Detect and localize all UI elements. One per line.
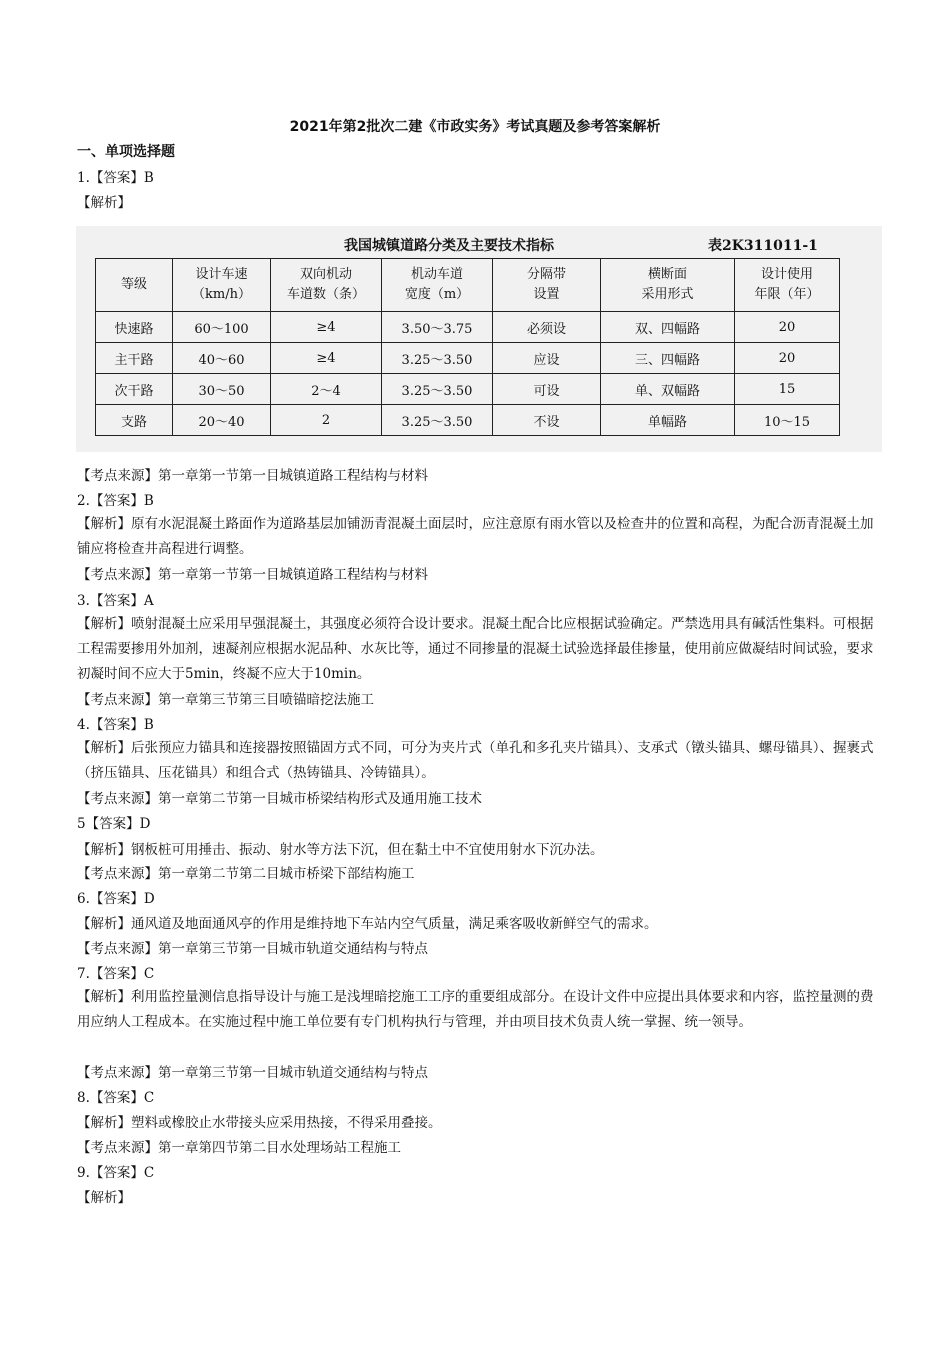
source-7: 【考点来源】第一章第三节第一目城市轨道交通结构与特点 <box>77 1065 428 1081</box>
table-caption <box>76 235 882 255</box>
table-cell: 快速路 <box>96 312 173 343</box>
source-3: 【考点来源】第一章第三节第三目喷锚暗挖法施工 <box>77 692 374 708</box>
header-cross-section: 横断面 采用形式 <box>601 259 735 312</box>
table-cell: 2 <box>271 405 382 436</box>
table-cell: 3.25～3.50 <box>382 343 493 374</box>
answer-3: 3.【答案】A <box>77 593 154 609</box>
table-cell: 3.50～3.75 <box>382 312 493 343</box>
answer-2: 2.【答案】B <box>77 493 154 509</box>
analysis-8: 【解析】塑料或橡胶止水带接头应采用热接，不得采用叠接。 <box>77 1115 442 1131</box>
table-cell: 40～60 <box>173 343 271 374</box>
source-6: 【考点来源】第一章第三节第一目城市轨道交通结构与特点 <box>77 941 428 957</box>
table-cell: 20 <box>735 312 840 343</box>
table-cell: 20～40 <box>173 405 271 436</box>
table-cell: 不设 <box>493 405 601 436</box>
table-cell: 必须设 <box>493 312 601 343</box>
answer-6: 6.【答案】D <box>77 891 155 907</box>
source-5: 【考点来源】第一章第二节第二目城市桥梁下部结构施工 <box>77 866 415 882</box>
table-row <box>96 374 840 405</box>
table-cell: 主干路 <box>96 343 173 374</box>
table-row <box>96 312 840 343</box>
table-cell: ≥4 <box>271 312 382 343</box>
header-design-speed: 设计车速 （km/h） <box>173 259 271 312</box>
table-caption-title: 我国城镇道路分类及主要技术指标 <box>344 238 554 254</box>
table-cell: 次干路 <box>96 374 173 405</box>
road-classification-table <box>95 258 840 436</box>
header-lanes: 双向机动 车道数（条） <box>271 259 382 312</box>
header-service-life: 设计使用 年限（年） <box>735 259 840 312</box>
source-2: 【考点来源】第一章第一节第一目城镇道路工程结构与材料 <box>77 567 428 583</box>
road-classification-table-figure <box>76 226 882 452</box>
answer-4: 4.【答案】B <box>77 717 154 733</box>
table-cell: ≥4 <box>271 343 382 374</box>
table-cell: 2～4 <box>271 374 382 405</box>
table-cell: 3.25～3.50 <box>382 374 493 405</box>
analysis-9: 【解析】 <box>77 1190 131 1206</box>
analysis-6: 【解析】通风道及地面通风亭的作用是维持地下车站内空气质量，满足乘客吸收新鲜空气的需求。 <box>77 916 658 932</box>
analysis-5: 【解析】钢板桩可用捶击、振动、射水等方法下沉，但在黏土中不宜使用射水下沉办法。 <box>77 842 604 858</box>
table-cell: 支路 <box>96 405 173 436</box>
source-4: 【考点来源】第一章第二节第一目城市桥梁结构形式及通用施工技术 <box>77 791 482 807</box>
table-cell: 3.25～3.50 <box>382 405 493 436</box>
answer-1: 1.【答案】B <box>77 170 154 186</box>
table-cell: 单幅路 <box>601 405 735 436</box>
analysis-7: 【解析】利用监控量测信息指导设计与施工是浅埋暗挖施工工序的重要组成部分。在设计文件中应提出具体要求和内容，监控量测的费用应纳人工程成本。在实施过程中施工单位要有专门机构执行与管理，并由项目技术负责人统一掌握、统一领导。 <box>77 989 874 1030</box>
answer-7: 7.【答案】C <box>77 966 155 982</box>
table-cell: 双、四幅路 <box>601 312 735 343</box>
answer-8: 8.【答案】C <box>77 1090 155 1106</box>
analysis-3: 【解析】喷射混凝土应采用早强混凝土，其强度必须符合设计要求。混凝土配合比应根据试验确定。严禁选用具有碱活性集料。可根据工程需要掺用外加剂，速凝剂应根据水泥品种、水灰比等，通过不同掺量的混凝土试验选择最佳掺量，使用前应做凝结时间试验，要求初凝时间不应大于5min，终凝不应大于10min。 <box>77 616 874 682</box>
table-cell: 单、双幅路 <box>601 374 735 405</box>
table-row <box>96 405 840 436</box>
table-cell: 15 <box>735 374 840 405</box>
table-cell: 10～15 <box>735 405 840 436</box>
table-caption-code: 表2K311011-1 <box>708 238 818 254</box>
header-divider: 分隔带 设置 <box>493 259 601 312</box>
document-title: 2021年第2批次二建《市政实务》考试真题及参考答案解析 <box>289 119 661 135</box>
table-cell: 三、四幅路 <box>601 343 735 374</box>
table-cell: 20 <box>735 343 840 374</box>
table-row <box>96 343 840 374</box>
table-cell: 30～50 <box>173 374 271 405</box>
answer-5: 5【答案】D <box>77 816 151 832</box>
table-cell: 可设 <box>493 374 601 405</box>
analysis-4: 【解析】后张预应力锚具和连接器按照锚固方式不同，可分为夹片式（单孔和多孔夹片锚具）、支承式（镦头锚具、螺母锚具）、握裹式（挤压锚具、压花锚具）和组合式（热铸锚具、冷铸锚具）。 <box>77 740 874 781</box>
section-heading: 一、单项选择题 <box>77 144 175 160</box>
source-1: 【考点来源】第一章第一节第一目城镇道路工程结构与材料 <box>77 468 428 484</box>
table-cell: 应设 <box>493 343 601 374</box>
table-header-row <box>96 259 840 312</box>
analysis-2: 【解析】原有水泥混凝土路面作为道路基层加铺沥青混凝土面层时，应注意原有雨水管以及检查井的位置和高程，为配合沥青混凝土加铺应将检查井高程进行调整。 <box>77 516 874 557</box>
source-8: 【考点来源】第一章第四节第二目水处理场站工程施工 <box>77 1140 401 1156</box>
table-cell: 60～100 <box>173 312 271 343</box>
header-lane-width: 机动车道 宽度（m） <box>382 259 493 312</box>
answer-9: 9.【答案】C <box>77 1165 155 1181</box>
header-grade: 等级 <box>96 259 173 312</box>
analysis-1: 【解析】 <box>77 195 131 211</box>
